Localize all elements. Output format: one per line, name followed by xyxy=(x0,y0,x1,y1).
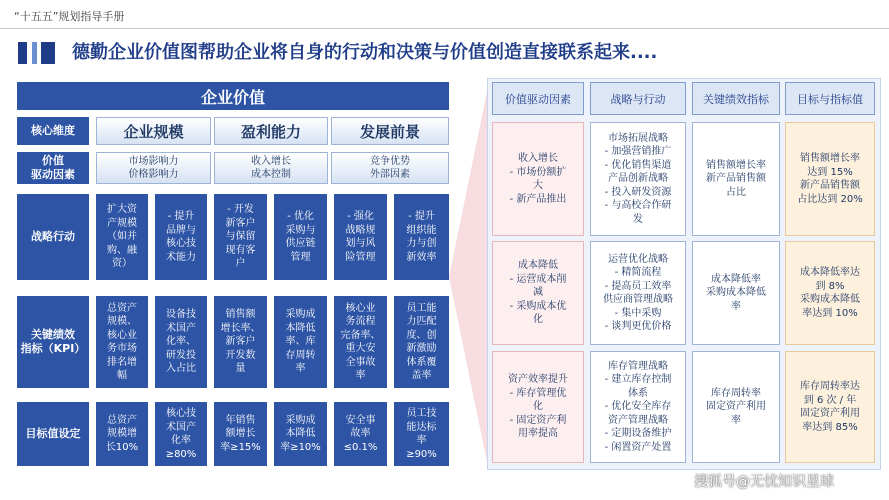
kpi-cell: 销售额 增长率、 新客户 开发数 量 xyxy=(214,296,267,388)
dimension-prospect: 发展前景 xyxy=(331,117,449,145)
action-cell: - 优化 采购与 供应链 管理 xyxy=(274,194,327,280)
title-marker-3 xyxy=(41,42,55,64)
header-drivers: 价值驱动因素 xyxy=(492,82,584,115)
title-marker xyxy=(18,42,27,64)
target-cell: 年销售 额增长 率≥15% xyxy=(214,402,267,466)
connector-funnel xyxy=(449,82,489,472)
page-heading: 德勤企业价值图帮助企业将自身的行动和决策与价值创造直接联系起来.... xyxy=(72,42,658,63)
title-marker-2 xyxy=(32,42,37,64)
doc-title: “十五五”规划指导手册 xyxy=(14,10,125,23)
kpi-cell: 总资产 规模、 核心业 务市场 排名增 幅 xyxy=(96,296,148,388)
dimension-scale: 企业规模 xyxy=(96,117,211,145)
action-cell: - 强化 战略规 划与风 险管理 xyxy=(334,194,387,280)
action-cell: - 开发 新客户 与保留 现有客 户 xyxy=(214,194,267,280)
right-cell-driver: 收入增长 - 市场份额扩 大 - 新产品推出 xyxy=(492,122,584,236)
right-cell-strategy: 库存管理战略 - 建立库存控制 体系 - 优化安全库存 资产管理战略 - 定期设备维护 - 闲置资产处置 xyxy=(590,351,686,463)
row-label-actions: 战略行动 xyxy=(17,194,89,280)
row-label-target: 目标值设定 xyxy=(17,402,89,466)
right-cell-kpi: 销售额增长率 新产品销售额 占比 xyxy=(692,122,780,236)
target-cell: 安全事 故率 ≤0.1% xyxy=(334,402,387,466)
kpi-cell: 设备技 术国产 化率、 研发投 入占比 xyxy=(155,296,207,388)
kpi-cell: 核心业 务流程 完备率、 重大安 全事故 率 xyxy=(334,296,387,388)
row-label-drivers: 价值 驱动因素 xyxy=(17,152,89,184)
dimension-profit: 盈利能力 xyxy=(214,117,328,145)
right-cell-driver: 成本降低 - 运营成本削 减 - 采购成本优 化 xyxy=(492,241,584,345)
watermark: 搜狐号@无忧知识星球 xyxy=(694,474,834,490)
right-cell-driver: 资产效率提升 - 库存管理优 化 - 固定资产利 用率提高 xyxy=(492,351,584,463)
right-cell-target: 库存周转率达 到 6 次 / 年 固定资产利用 率达到 85% xyxy=(785,351,875,463)
target-cell: 员工技 能达标 率 ≥90% xyxy=(394,402,449,466)
right-cell-kpi: 成本降低率 采购成本降低 率 xyxy=(692,241,780,345)
target-cell: 采购成 本降低 率≥10% xyxy=(274,402,327,466)
action-cell: - 提升 品牌与 核心技 术能力 xyxy=(155,194,207,280)
target-cell: 总资产 规模增 长10% xyxy=(96,402,148,466)
right-cell-strategy: 运营优化战略 - 精简流程 - 提高员工效率 供应商管理战略 - 集中采购 - 谈判更优价格 xyxy=(590,241,686,345)
kpi-cell: 员工能 力匹配 度、创 新激励 体系覆 盖率 xyxy=(394,296,449,388)
header-target: 目标与指标值 xyxy=(785,82,875,115)
right-cell-target: 成本降低率达 到 8% 采购成本降低 率达到 10% xyxy=(785,241,875,345)
driver-prospect: 竞争优势 外部因素 xyxy=(331,152,449,184)
row-label-kpi: 关键绩效 指标（KPI） xyxy=(17,296,89,388)
right-cell-kpi: 库存周转率 固定资产利用 率 xyxy=(692,351,780,463)
target-cell: 核心技 术国产 化率 ≥80% xyxy=(155,402,207,466)
driver-scale: 市场影响力 价格影响力 xyxy=(96,152,211,184)
header-kpi: 关键绩效指标 xyxy=(692,82,780,115)
value-banner: 企业价值 xyxy=(17,82,449,110)
right-cell-strategy: 市场拓展战略 - 加强营销推广 - 优化销售渠道 产品创新战略 - 投入研发资源 - 与高校合作研 发 xyxy=(590,122,686,236)
top-divider xyxy=(0,28,889,29)
kpi-cell: 采购成 本降低 率、库 存周转 率 xyxy=(274,296,327,388)
action-cell: 扩大资 产规模 （如并 购、融 资） xyxy=(96,194,148,280)
driver-profit: 收入增长 成本控制 xyxy=(214,152,328,184)
action-cell: - 提升 组织能 力与创 新效率 xyxy=(394,194,449,280)
row-label-dimension: 核心维度 xyxy=(17,117,89,145)
right-cell-target: 销售额增长率 达到 15% 新产品销售额 占比达到 20% xyxy=(785,122,875,236)
header-strategy: 战略与行动 xyxy=(590,82,686,115)
